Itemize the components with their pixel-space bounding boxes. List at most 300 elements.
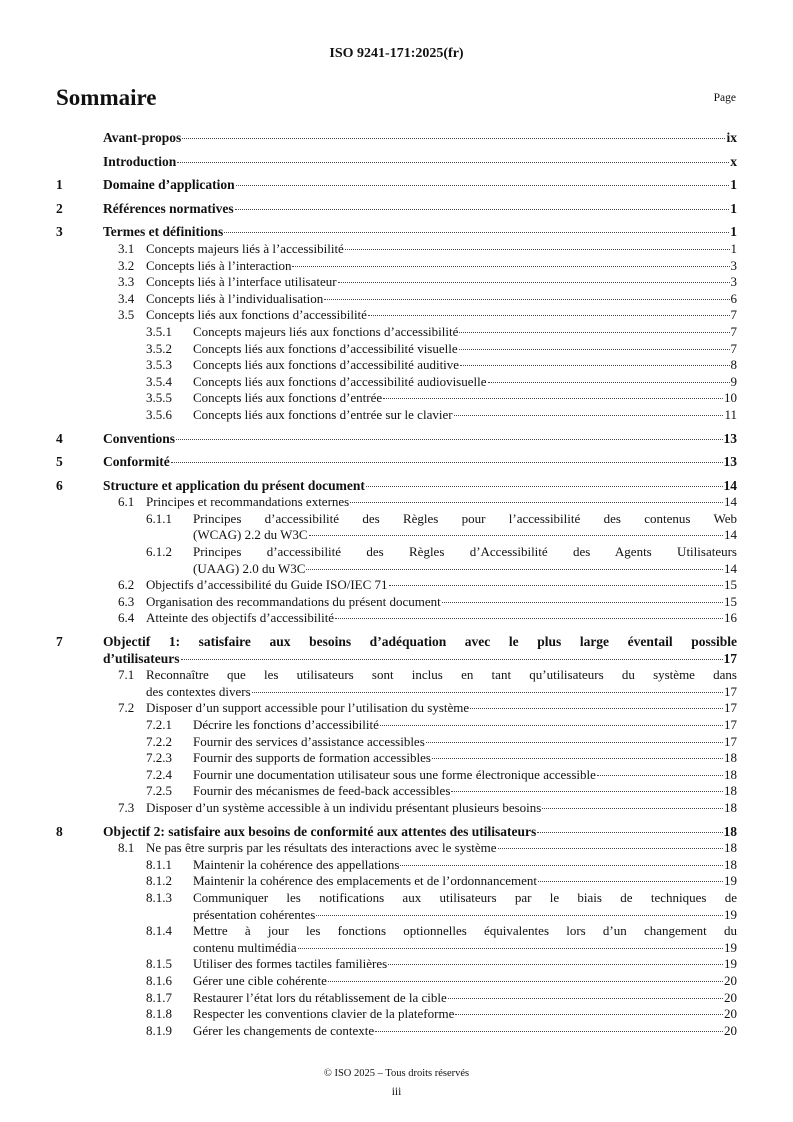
entry-body [103,824,737,841]
entry-title-last-line [103,431,737,448]
toc-entry[interactable] [56,341,737,358]
toc-entry[interactable] [56,750,737,767]
entry-body [146,258,737,275]
entry-title-last-line [146,307,737,324]
entry-page-number[interactable]: 13 [723,454,737,470]
toc-entry[interactable] [56,734,737,751]
entry-page-number[interactable]: 6 [730,290,737,306]
dot-leader [454,415,724,416]
dot-leader [375,1031,723,1032]
entry-title[interactable]: Concepts liés à l’interface utilisateur [146,274,337,290]
entry-title-last-line [146,494,737,511]
toc-entry[interactable] [56,224,737,241]
entry-title-last-line [193,783,737,800]
toc-entry[interactable] [56,274,737,291]
section-number: 3.5.3 [146,357,172,373]
toc-entry[interactable] [56,1023,737,1040]
entry-body [103,201,737,218]
dot-leader [460,365,729,366]
entry-page-number[interactable]: 1 [730,240,737,256]
toc-entry[interactable] [56,873,737,890]
entry-title-last-line [193,527,737,544]
entry-title-last-line [146,291,737,308]
dot-leader [306,569,723,570]
toc-entry[interactable] [56,454,737,471]
dot-leader [235,209,730,210]
toc-entry[interactable] [56,990,737,1007]
toc-entry[interactable] [56,324,737,341]
entry-page-number[interactable]: 3 [730,257,737,273]
entry-title[interactable]: Gérer les changements de contexte [193,1022,375,1038]
entry-title[interactable]: Utiliser des formes tactiles familières [193,956,388,972]
entry-page-number[interactable]: 18 [724,799,737,815]
entry-page-number[interactable]: 18 [724,856,737,872]
section-number: 8.1.5 [146,956,172,972]
section-number: 3.1 [118,240,135,256]
entry-title-last-line [193,767,737,784]
section-number: 3.5.5 [146,390,172,406]
entry-body [193,407,737,424]
entry-page-number[interactable]: 18 [723,823,737,839]
toc-entry[interactable] [56,544,737,577]
entry-page-number[interactable]: 17 [724,717,737,732]
dot-leader [426,742,723,743]
entry-title[interactable]: Fournir des mécanismes de feed-back accessibles [193,783,451,799]
entry-title[interactable]: Avant-propos [103,130,182,145]
entry-body [146,241,737,258]
entry-page-number[interactable]: 18 [724,840,737,856]
toc-entry[interactable] [56,407,737,424]
entry-title-line: Principes d’accessibilité des Règles pour l’accessibilité des contenus Web [193,510,737,526]
entry-title-last-line [103,454,737,471]
dot-leader [448,998,723,999]
entry-title[interactable]: Concepts liés aux fonctions d’entrée [193,390,383,406]
section-number: 3.5.2 [146,340,172,356]
entry-title[interactable]: Disposer d’un système accessible à un individu présentant plusieurs besoins [146,799,542,815]
toc-entry[interactable] [56,610,737,627]
toc-entry[interactable] [56,767,737,784]
entry-body [146,594,737,611]
entry-page-number[interactable]: x [730,153,737,169]
entry-title-last-line [103,201,737,218]
entry-title-last-line [146,610,737,627]
entry-body [103,154,737,171]
entry-title[interactable]: Concepts majeurs liés aux fonctions d’accessibilité [193,323,459,339]
section-number: 7.2.2 [146,733,172,749]
entry-body [193,956,737,973]
entry-title-last-line [146,594,737,611]
entry-page-number[interactable]: 17 [724,700,737,716]
entry-page-number[interactable]: 18 [724,766,737,782]
entry-title[interactable]: Concepts liés aux fonctions d’accessibilité auditive [193,357,460,373]
toc-entry[interactable] [56,307,737,324]
entry-body [146,274,737,291]
toc-entry[interactable] [56,390,737,407]
entry-title[interactable]: Respecter les conventions clavier de la plateforme [193,1006,455,1022]
entry-title[interactable]: Conventions [103,430,176,446]
page-title: Sommaire [56,85,157,110]
toc-entry[interactable] [56,291,737,308]
dot-leader [470,708,723,709]
section-number: 6 [56,477,63,493]
entry-title-last-line [103,130,737,147]
entry-title-last-line [193,1023,737,1040]
entry-body [146,800,737,817]
entry-title-last-line [193,956,737,973]
entry-title-last-line [146,241,737,258]
entry-title[interactable]: Concepts majeurs liés à l’accessibilité [146,240,344,256]
dot-leader [459,349,730,350]
entry-page-number[interactable]: 17 [724,683,737,699]
toc-entry[interactable] [56,201,737,218]
entry-page-number[interactable]: 10 [724,390,737,406]
section-number: 6.1.2 [146,544,172,560]
dot-leader [176,439,722,440]
entry-title[interactable]: Objectifs d’accessibilité du Guide ISO/IEC 71 [146,577,388,593]
dot-leader [400,865,723,866]
entry-title[interactable]: Structure et application du présent document [103,477,365,493]
entry-page-number[interactable]: 8 [730,357,737,373]
entry-page-number[interactable]: 14 [724,494,737,510]
entry-title-line: Mettre à jour les fonctions optionnelles équivalentes lors d’un changement du [193,923,737,939]
entry-title[interactable]: Gérer une cible cohérente [193,972,327,988]
entry-body [193,734,737,751]
entry-body [193,783,737,800]
entry-body [193,357,737,374]
entry-body [193,1006,737,1023]
entry-body [193,990,737,1007]
toc-entry[interactable] [56,840,737,857]
entry-title[interactable]: d’utilisateurs [103,650,180,666]
entry-title-line: Communiquer les notifications aux utilisateurs par le biais de techniques de [193,889,737,905]
entry-title-last-line [146,258,737,275]
entry-body [193,324,737,341]
toc-entry[interactable] [56,1006,737,1023]
entry-body [146,610,737,627]
section-number: 7.2.5 [146,783,172,799]
section-number: 7.1 [118,667,135,683]
toc-entry[interactable] [56,973,737,990]
entry-page-number[interactable]: 19 [724,906,737,922]
dot-leader [455,1014,723,1015]
entry-body [193,890,737,923]
dot-leader [338,282,730,283]
toc-entry[interactable] [56,700,737,717]
toc-entry[interactable] [56,177,737,194]
entry-page-number[interactable]: 17 [723,650,737,666]
entry-page-number[interactable]: 20 [724,1022,737,1038]
entry-title[interactable]: Restaurer l’état lors du rétablissement de la cible [193,989,447,1005]
entry-title[interactable]: Concepts liés aux fonctions d’entrée sur le clavier [193,406,453,422]
entry-page-number[interactable]: 13 [723,430,737,446]
section-number: 3 [56,224,63,240]
entry-page-number[interactable]: 20 [724,989,737,1005]
entry-body [193,544,737,577]
entry-title[interactable]: Concepts liés aux fonctions d’accessibilité visuelle [193,340,458,356]
entry-title[interactable]: Disposer d’un support accessible pour l’utilisation du système [146,700,470,716]
section-number: 4 [56,430,63,446]
entry-title[interactable]: Concepts liés aux fonctions d’accessibilité audiovisuelle [193,373,487,389]
entry-title-last-line [146,274,737,291]
entry-body [146,700,737,717]
section-number: 7 [56,634,63,650]
dot-leader [345,249,730,250]
section-number: 8.1.9 [146,1022,172,1038]
entry-title-last-line [103,154,737,171]
toc-entry[interactable] [56,431,737,448]
dot-leader [380,725,723,726]
toc-entry[interactable] [56,241,737,258]
entry-page-number[interactable]: 19 [724,956,737,972]
entry-body [146,291,737,308]
entry-page-number[interactable]: 19 [724,873,737,889]
entry-title[interactable]: Objectif 2: satisfaire aux besoins de conformité aux attentes des utilisateurs [103,823,537,839]
entry-page-number[interactable]: 7 [730,340,737,356]
section-number: 8.1.1 [146,856,172,872]
entry-title-last-line [193,734,737,751]
entry-body [103,478,737,495]
entry-body [146,307,737,324]
entry-body [146,840,737,857]
entry-title-last-line [146,577,737,594]
dot-leader [171,462,723,463]
entry-title[interactable]: Références normatives [103,200,234,216]
section-number: 8.1.2 [146,873,172,889]
dot-leader [236,185,730,186]
toc-entry[interactable] [56,783,737,800]
entry-page-number[interactable]: 1 [730,224,737,240]
entry-title[interactable]: Concepts liés à l’interaction [146,257,292,273]
toc-entry[interactable] [56,258,737,275]
section-number: 3.5.1 [146,323,172,339]
entry-body [193,767,737,784]
dot-leader [542,808,723,809]
entry-page-number[interactable]: 14 [723,477,737,493]
entry-title-last-line [103,224,737,241]
section-number: 7.2.4 [146,766,172,782]
entry-title[interactable]: présentation cohérentes [193,906,316,922]
entry-title-last-line [146,800,737,817]
entry-body [193,717,737,734]
section-number: 7.2 [118,700,135,716]
entry-title[interactable]: Atteinte des objectifs d’accessibilité [146,610,335,626]
entry-body [103,431,737,448]
toc-entry[interactable] [56,357,737,374]
entry-page-number[interactable]: 18 [724,750,737,766]
entry-title-last-line [146,684,737,701]
entry-page-number[interactable]: 9 [730,373,737,389]
dot-leader [181,659,723,660]
entry-title[interactable]: Ne pas être surpris par les résultats des interactions avec le système [146,840,497,856]
dot-leader [488,382,730,383]
entry-title[interactable]: Fournir des supports de formation accessibles [193,750,431,766]
entry-title[interactable]: Maintenir la cohérence des appellations [193,856,400,872]
section-number: 8 [56,823,63,839]
entry-body [103,130,737,147]
entry-page-number[interactable]: 15 [724,593,737,609]
dot-leader [182,138,725,139]
entry-body [193,341,737,358]
entry-title[interactable]: Concepts liés à l’individualisation [146,290,324,306]
section-number: 3.3 [118,274,135,290]
dot-leader [366,486,723,487]
entry-title-last-line [193,990,737,1007]
dot-leader [328,981,723,982]
toc-entry[interactable] [56,154,737,171]
page-number: iii [391,1086,402,1098]
entry-body [193,923,737,956]
entry-page-number[interactable]: 14 [724,527,737,543]
entry-page-number[interactable]: 7 [730,307,737,323]
dot-leader [597,775,723,776]
toc-entry[interactable] [56,374,737,391]
entry-title[interactable]: Fournir des services d’assistance accessibles [193,733,425,749]
toc-entry[interactable] [56,667,737,700]
entry-body [103,224,737,241]
section-number: 7.2.3 [146,750,172,766]
entry-title-last-line [103,651,737,668]
toc-entry[interactable] [56,923,737,956]
entry-title[interactable]: Décrire les fonctions d’accessibilité [193,717,379,732]
entry-title-last-line [103,177,737,194]
toc-entry[interactable] [56,494,737,511]
section-number: 8.1.6 [146,972,172,988]
section-number: 3.2 [118,257,135,273]
entry-title[interactable]: Fournir une documentation utilisateur sous une forme électronique accessible [193,766,596,782]
entry-body [146,577,737,594]
section-number: 8.1.8 [146,1006,172,1022]
toc-entry[interactable] [56,857,737,874]
toc-entry[interactable] [56,511,737,544]
toc-entry[interactable] [56,890,737,923]
section-number: 6.2 [118,577,135,593]
entry-title[interactable]: Termes et définitions [103,224,224,240]
dot-leader [335,618,723,619]
entry-title-last-line [193,407,737,424]
entry-page-number[interactable]: 1 [730,177,737,193]
dot-leader [538,881,723,882]
entry-page-number[interactable]: 15 [724,577,737,593]
entry-title-line: Objectif 1: satisfaire aux besoins d’adéquation avec le plus large éventail possible [103,634,737,650]
section-number: 2 [56,200,63,216]
dot-leader [389,585,723,586]
entry-title-line: Reconnaître que les utilisateurs sont inclus en tant qu’utilisateurs du système dans [146,667,737,683]
entry-page-number[interactable]: 20 [724,972,737,988]
entry-title-last-line [193,907,737,924]
page-column-label: Page [713,92,736,104]
dot-leader [459,332,729,333]
section-number: 5 [56,454,63,470]
document-identifier: ISO 9241-171:2025(fr) [329,46,464,61]
section-number: 1 [56,177,63,193]
dot-leader [350,502,723,503]
entry-page-number[interactable]: ix [726,130,737,145]
entry-page-number[interactable]: 19 [724,939,737,955]
section-number: 3.5.4 [146,373,172,389]
entry-title-last-line [193,717,737,734]
section-number: 6.1 [118,494,135,510]
entry-title[interactable]: des contextes divers [146,683,251,699]
entry-body [193,750,737,767]
entry-title[interactable]: (WCAG) 2.2 du W3C [193,527,308,543]
copyright-footer: © ISO 2025 – Tous droits réservés [323,1068,470,1079]
entry-page-number[interactable]: 11 [724,406,737,422]
entry-body [193,374,737,391]
entry-title-last-line [193,873,737,890]
entry-title-last-line [193,341,737,358]
toc-entry[interactable] [56,800,737,817]
entry-page-number[interactable]: 18 [724,783,737,799]
dot-leader [324,299,729,300]
toc-entry[interactable] [56,956,737,973]
entry-title-last-line [146,840,737,857]
entry-title[interactable]: Maintenir la cohérence des emplacements et de l’ordonnancement [193,873,537,889]
toc-entry[interactable] [56,577,737,594]
entry-title[interactable]: Organisation des recommandations du présent document [146,593,441,609]
entry-title-last-line [193,374,737,391]
entry-title-last-line [193,561,737,578]
entry-title[interactable]: contenu multimédia [193,939,297,955]
entry-title[interactable]: (UAAG) 2.0 du W3C [193,560,306,576]
entry-title[interactable]: Introduction [103,153,177,169]
dot-leader [252,692,723,693]
entry-page-number[interactable]: 3 [730,274,737,290]
entry-body [103,177,737,194]
entry-title-last-line [193,973,737,990]
toc-entry[interactable] [56,717,737,734]
section-number: 3.5 [118,307,135,323]
section-number: 6.1.1 [146,510,172,526]
dot-leader [292,266,729,267]
toc-entry[interactable] [56,824,737,841]
entry-title-last-line [103,824,737,841]
entry-title-line: Principes d’accessibilité des Règles d’Accessibilité des Agents Utilisateurs [193,544,737,560]
entry-title[interactable]: Conformité [103,454,170,470]
entry-body [146,494,737,511]
section-number: 3.5.6 [146,406,172,422]
entry-page-number[interactable]: 20 [724,1006,737,1022]
section-number: 6.4 [118,610,135,626]
dot-leader [368,315,730,316]
entry-title[interactable]: Concepts liés aux fonctions d’accessibilité [146,307,367,323]
entry-title-last-line [103,478,737,495]
section-number: 7.3 [118,799,135,815]
entry-body [193,873,737,890]
toc-entry[interactable] [56,594,737,611]
entry-body [146,667,737,700]
entry-page-number[interactable]: 17 [724,733,737,749]
dot-leader [442,602,723,603]
toc-entry[interactable] [56,130,737,147]
section-number: 6.3 [118,593,135,609]
dot-leader [537,832,722,833]
entry-page-number[interactable]: 1 [730,200,737,216]
entry-title[interactable]: Principes et recommandations externes [146,494,350,510]
table-of-contents [56,130,737,1039]
entry-page-number[interactable]: 16 [724,610,737,626]
dot-leader [316,915,723,916]
entry-page-number[interactable]: 7 [730,323,737,339]
entry-title-last-line [193,940,737,957]
section-number: 8.1.3 [146,889,172,905]
toc-entry[interactable] [56,478,737,495]
section-number: 7.2.1 [146,717,172,732]
toc-entry[interactable] [56,634,737,667]
entry-page-number[interactable]: 14 [724,560,737,576]
entry-title[interactable]: Domaine d’application [103,177,235,193]
entry-title-last-line [193,1006,737,1023]
section-number: 8.1 [118,840,135,856]
